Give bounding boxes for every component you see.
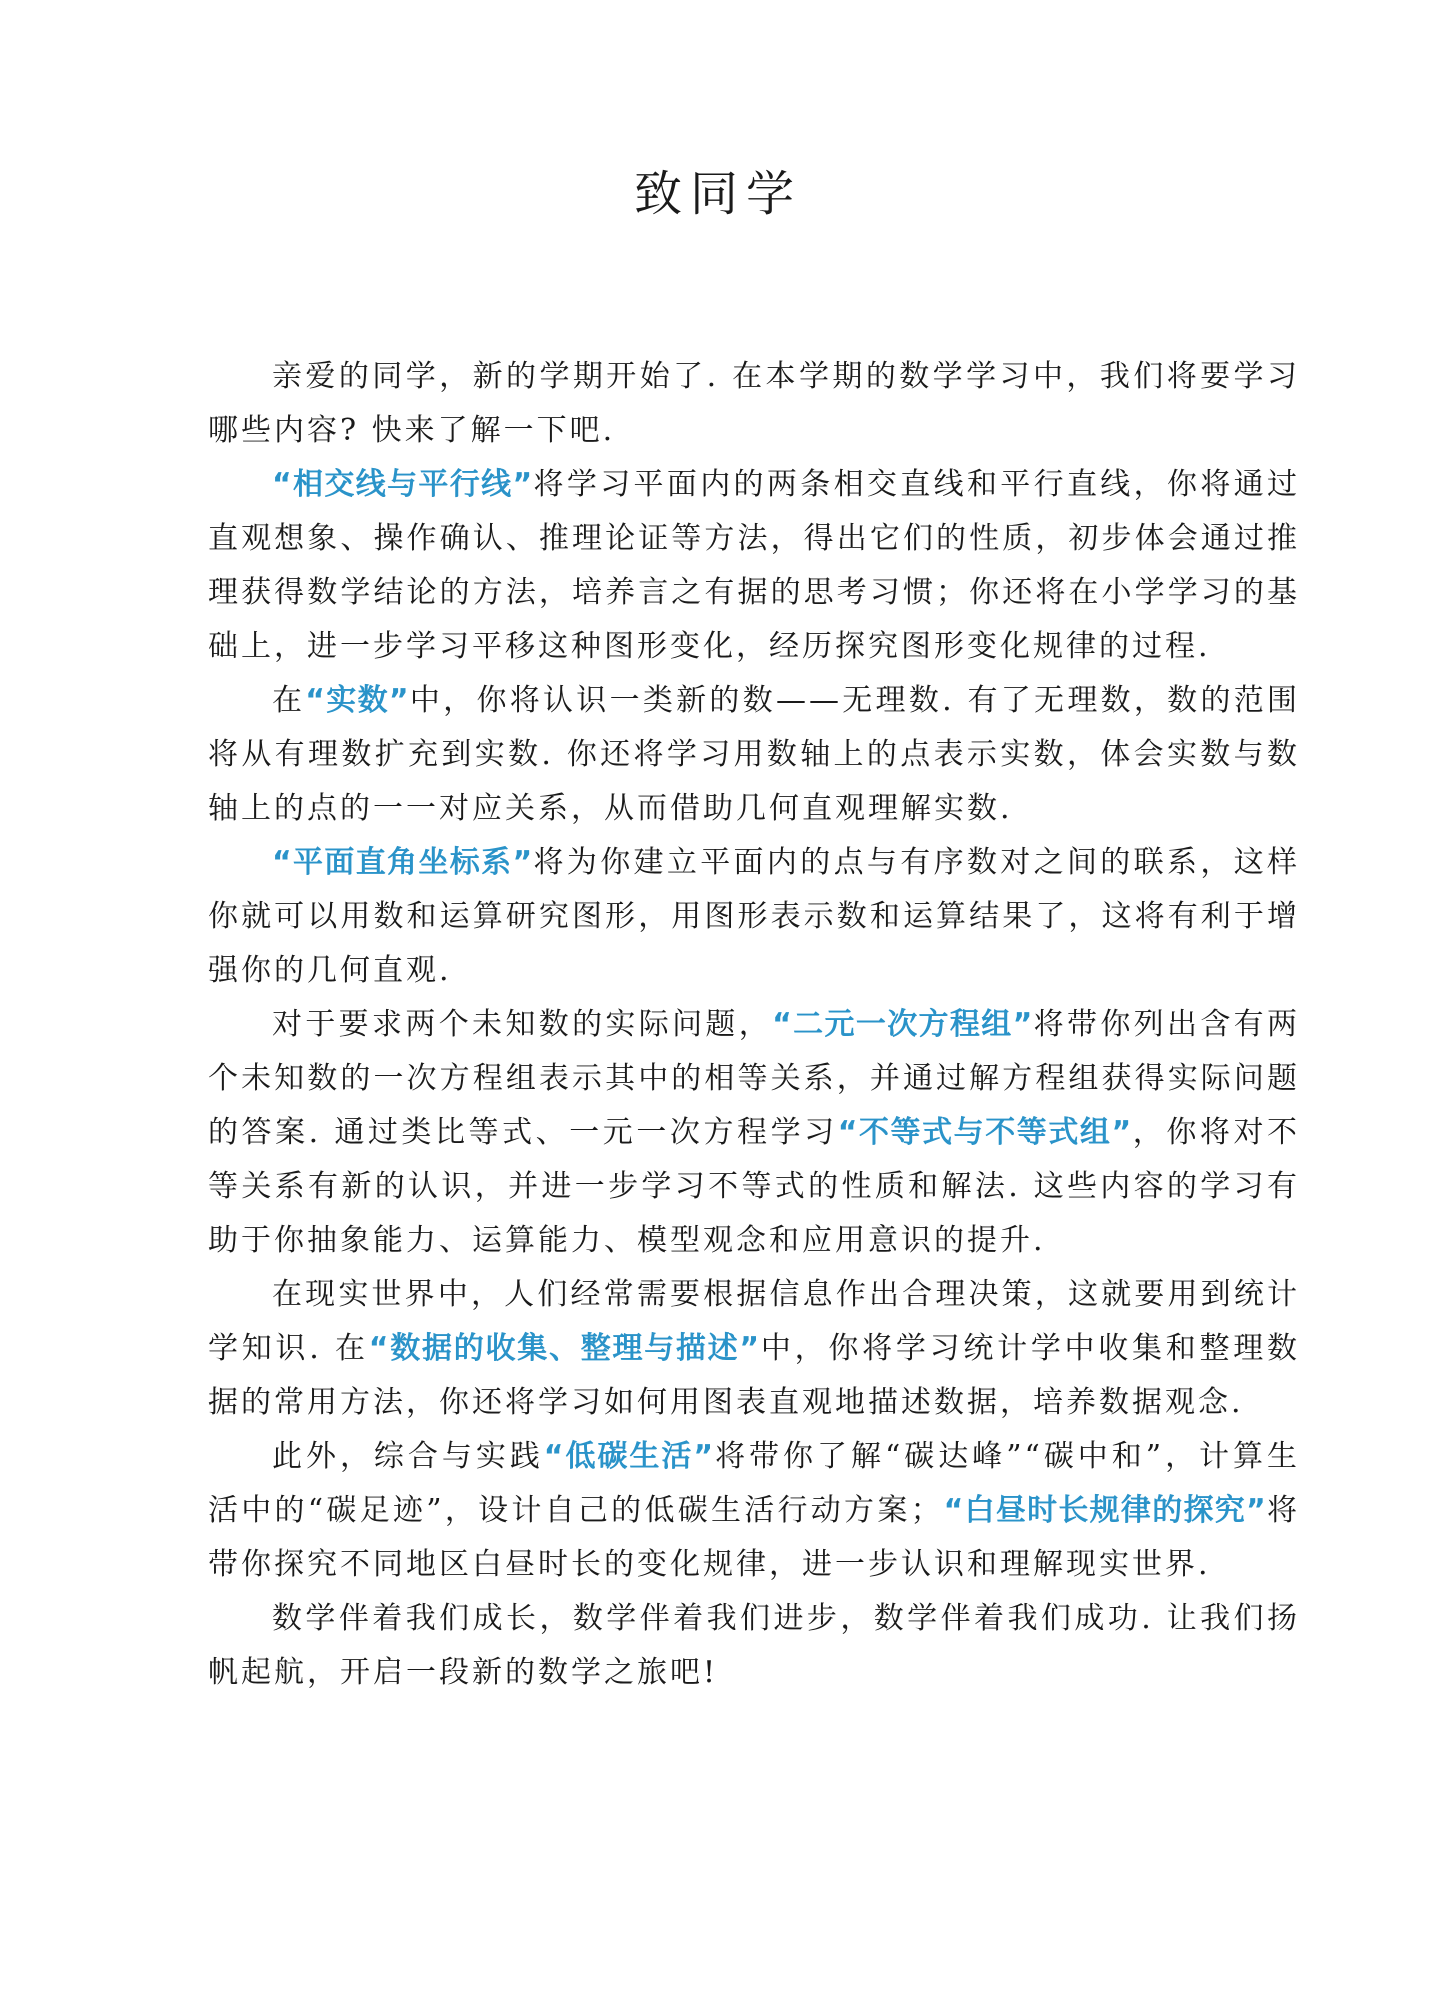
paragraph <box>208 458 1300 674</box>
paragraph-text: 将带你探究不同地区白昼时长的变化规律，进一步认识和理解现实世界. <box>208 1493 1300 1582</box>
paragraph <box>208 674 1300 836</box>
highlighted-topic: “相交线与平行线” <box>272 467 534 502</box>
paragraph <box>208 1430 1300 1592</box>
paragraph-text: 在现实世界中，人们经常需要根据信息作出合理决策，这就要用到统计学知识. 在 <box>208 1277 1300 1366</box>
paragraph-text: 在 <box>272 683 306 718</box>
paragraph-text: 中，你将认识一类新的数——无理数. 有了无理数，数的范围将从有理数扩充到实数. 你还将学习用数轴上的点表示实数，体会实数与数轴上的点的一一对应关系，从而借助几何直观理解实数. <box>208 683 1301 826</box>
paragraph-text: ，你将对不等关系有新的认识，并进一步学习不等式的性质和解法. 这些内容的学习有助于你抽象能力、运算能力、模型观念和应用意识的提升. <box>208 1115 1301 1258</box>
highlighted-topic: “实数” <box>305 683 410 718</box>
paragraph-text: 将带你列出含有两个未知数的一次方程组表示其中的相等关系，并通过解方程组获得实际问题的答案. 通过类比等式、一元一次方程学习 <box>208 1007 1301 1150</box>
highlighted-topic: “平面直角坐标系” <box>272 845 534 880</box>
paragraph <box>208 1268 1300 1430</box>
highlighted-topic: “二元一次方程组” <box>772 1007 1034 1042</box>
highlighted-topic: “低碳生活” <box>543 1439 715 1474</box>
paragraph-text: 亲爱的同学，新的学期开始了. 在本学期的数学学习中，我们将要学习哪些内容? 快来了解一下吧. <box>208 359 1300 448</box>
paragraph-text: 将为你建立平面内的点与有序数对之间的联系，这样你就可以用数和运算研究图形，用图形表示数和运算结果了，这将有利于增强你的几何直观. <box>208 845 1301 988</box>
paragraph-text: 此外，综合与实践 <box>272 1439 544 1474</box>
paragraph <box>208 998 1300 1268</box>
paragraph <box>208 1592 1300 1700</box>
highlighted-topic: “白昼时长规律的探究” <box>943 1493 1267 1528</box>
page-title: 致同学 <box>633 166 802 222</box>
paragraph-text: 对于要求两个未知数的实际问题， <box>272 1007 773 1042</box>
highlighted-topic: “数据的收集、整理与描述” <box>368 1331 761 1366</box>
paragraph <box>208 350 1300 458</box>
highlighted-topic: “不等式与不等式组” <box>837 1115 1133 1150</box>
paragraph <box>208 836 1300 998</box>
paragraph-text: 将学习平面内的两条相交直线和平行直线，你将通过直观想象、操作确认、推理论证等方法，得出它们的性质，初步体会通过推理获得数学结论的方法，培养言之有据的思考习惯；你还将在小学学习的基础上，进一步学习平移这种图形变化，经历探究图形变化规律的过程. <box>208 467 1301 664</box>
letter-body <box>208 350 1300 1700</box>
paragraph-text: 数学伴着我们成长，数学伴着我们进步，数学伴着我们成功. 让我们扬帆起航，开启一段新的数学之旅吧! <box>208 1601 1300 1690</box>
paragraph-text: 将带你了解“碳达峰”“碳中和”，计算生活中的“碳足迹”，设计自己的低碳生活行动方案； <box>208 1439 1300 1528</box>
paragraph-text: 中，你将学习统计学中收集和整理数据的常用方法，你还将学习如何用图表直观地描述数据，培养数据观念. <box>208 1331 1301 1420</box>
